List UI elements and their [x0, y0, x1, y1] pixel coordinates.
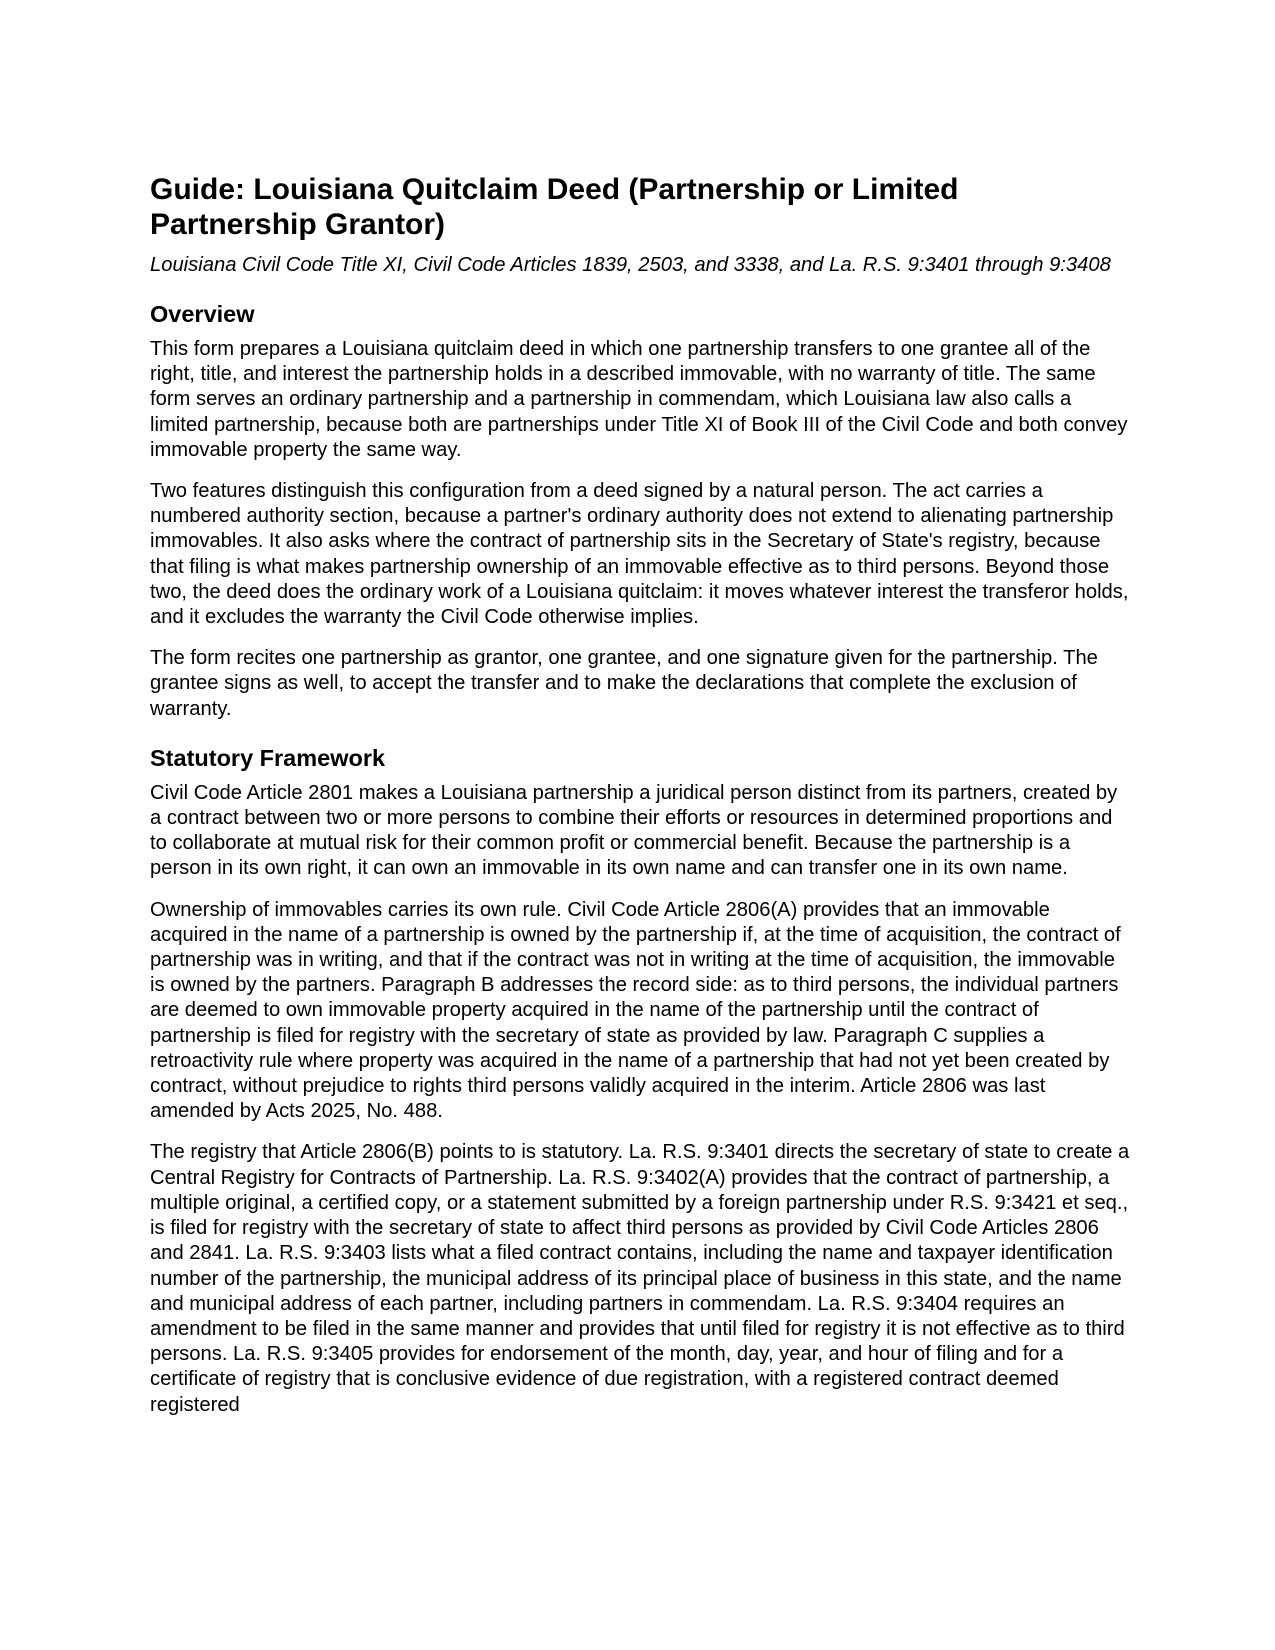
section-heading: Overview: [150, 301, 255, 327]
document-subtitle: Louisiana Civil Code Title XI, Civil Code Articles 1839, 2503, and 3338, and La. R.S. 9:3401 through 9:3408: [150, 254, 1111, 276]
section-statutory-framework: [150, 744, 1132, 1418]
paragraph: The form recites one partnership as grantor, one grantee, and one signature given for the partnership. The grantee signs as well, to accept the transfer and to make the declarations that complete the exclusion of warranty.: [150, 647, 1098, 720]
paragraph: The registry that Article 2806(B) points to is statutory. La. R.S. 9:3401 directs the secretary of state to create a Central Registry for Contracts of Partnership. La. R.S. 9:3402(A) provides that the contract of partnership, a multiple original, a certified copy, or a statement submitted by a foreign partnership under R.S. 9:3421 et seq., is filed for registry with the secretary of state to affect third persons as provided by Civil Code Articles 2806 and 2841. La. R.S. 9:3403 lists what a filed contract contains, including the name and taxpayer identification number of the partnership, the municipal address of its principal place of business in this state, and the name and municipal address of each partner, including partners in commendam. La. R.S. 9:3404 requires an amendment to be filed in the same manner and provides that until filed for registry it is not effective as to third persons. La. R.S. 9:3405 provides for endorsement of the month, day, year, and hour of filing and for a certificate of registry that is conclusive evidence of due registration, with a registered contract deemed registered: [150, 1141, 1130, 1416]
paragraph: Two features distinguish this configuration from a deed signed by a natural person. The act carries a numbered authority section, because a partner's ordinary authority does not extend to alienating partnership immovables. It also asks where the contract of partnership sits in the Secretary of State's registry, because that filing is what makes partnership ownership of an immovable effective as to third persons. Beyond those two, the deed does the ordinary work of a Louisiana quitclaim: it moves whatever interest the transferor holds, and it excludes the warranty the Civil Code otherwise implies.: [150, 480, 1129, 629]
document-page: [150, 172, 1132, 1434]
section-overview: [150, 300, 1132, 722]
paragraph: This form prepares a Louisiana quitclaim deed in which one partnership transfers to one grantee all of the right, title, and interest the partnership holds in a described immovable, with no warranty of title. The same form serves an ordinary partnership and a partnership in commendam, which Louisiana law also calls a limited partnership, because both are partnerships under Title XI of Book III of the Civil Code and both convey immovable property the same way.: [150, 338, 1128, 461]
section-heading: Statutory Framework: [150, 744, 386, 771]
paragraph: Ownership of immovables carries its own rule. Civil Code Article 2806(A) provides that an immovable acquired in the name of a partnership is owned by the partnership if, at the time of acquisition, the contract of partnership was in writing, and that if the contract was not in writing at the time of acquisition, the immovable is owned by the partners. Paragraph B addresses the record side: as to third persons, the individual partners are deemed to own immovable property acquired in the name of the partnership until the contract of partnership is filed for registry with the secretary of state as provided by law. Paragraph C supplies a retroactivity rule where property was acquired in the name of a partnership that had not yet been created by contract, without prejudice to rights third persons validly acquired in the interim. Article 2806 was last amended by Acts 2025, No. 488.: [150, 898, 1121, 1123]
document-title: Guide: Louisiana Quitclaim Deed (Partnership or Limited Partnership Grantor): [150, 173, 959, 241]
paragraph: Civil Code Article 2801 makes a Louisiana partnership a juridical person distinct from its partners, created by a contract between two or more persons to combine their efforts or resources in determined proportions and to collaborate at mutual risk for their common profit or commercial benefit. Because the partnership is a person in its own right, it can own an immovable in its own name and can transfer one in its own name.: [150, 781, 1118, 880]
